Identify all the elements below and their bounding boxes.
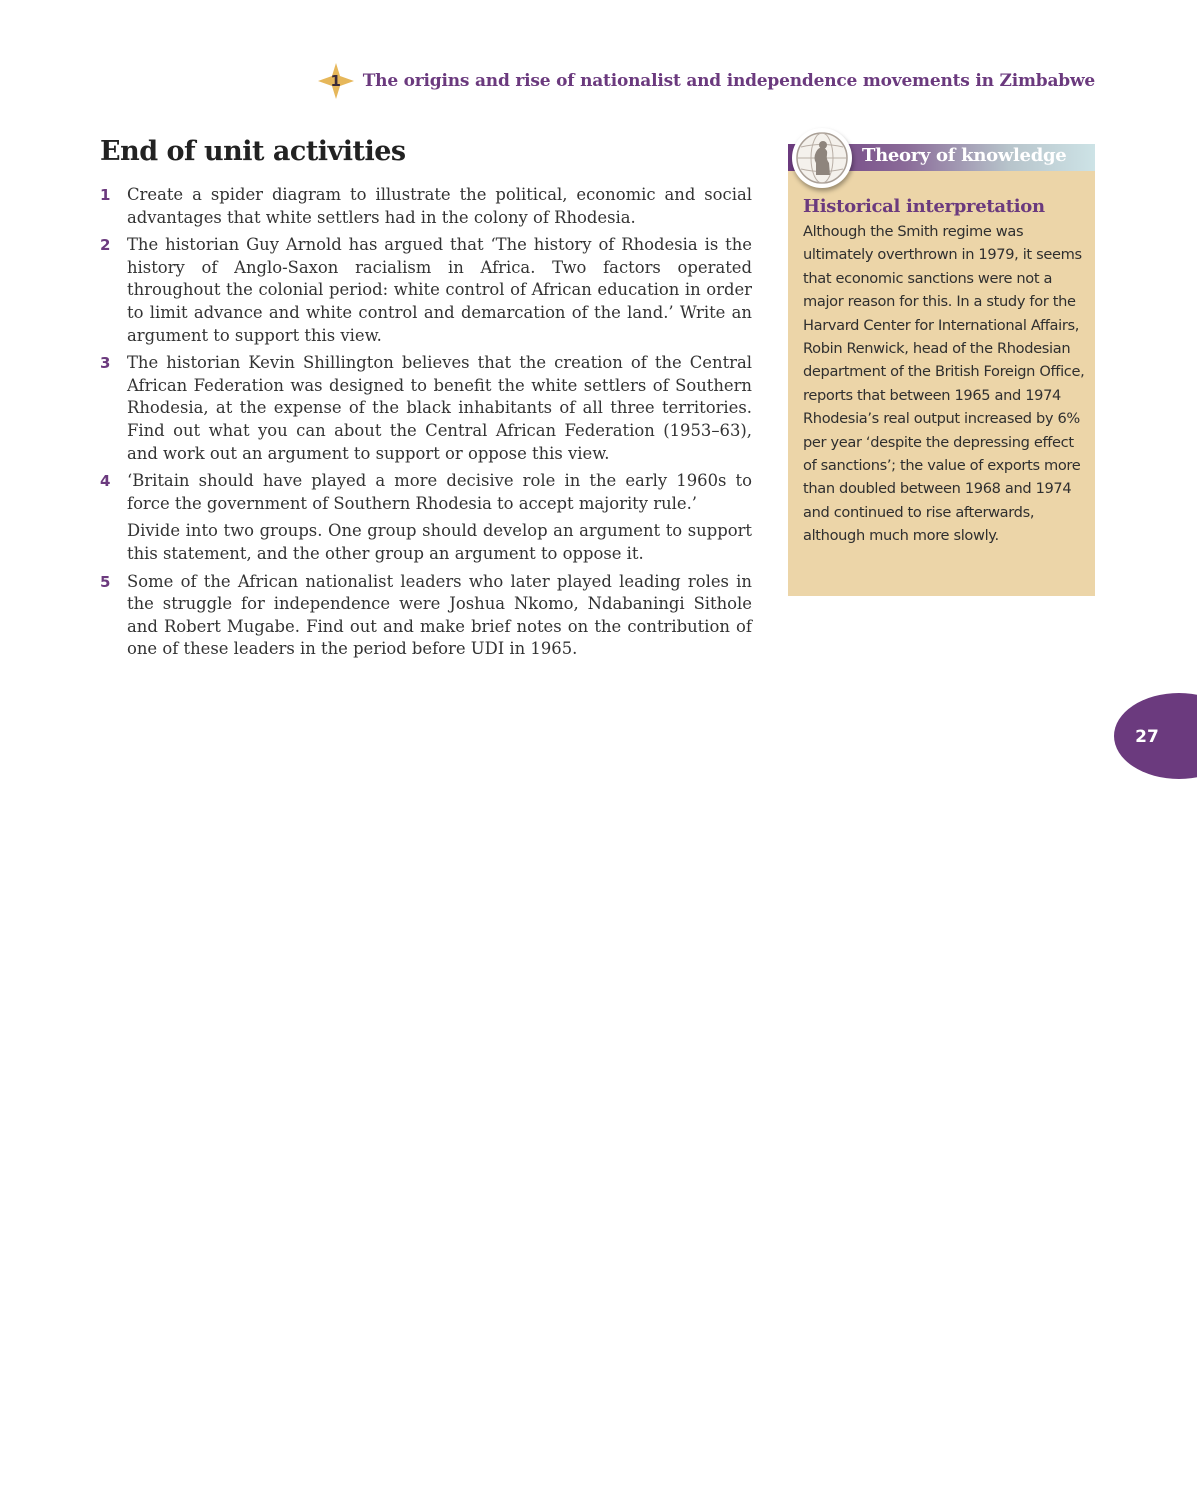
activity-item bbox=[100, 234, 752, 347]
activities-list bbox=[100, 184, 752, 666]
activity-number: 2 bbox=[100, 236, 111, 255]
tok-title: Theory of knowledge bbox=[862, 145, 1067, 166]
activity-item bbox=[100, 352, 752, 465]
chapter-title: The origins and rise of nationalist and independence movements in Zimbabwe bbox=[362, 71, 1095, 91]
unit-heading: End of unit activities bbox=[100, 136, 406, 167]
activity-item bbox=[100, 470, 752, 565]
activity-number: 3 bbox=[100, 354, 111, 373]
activity-text: Create a spider diagram to illustrate the political, economic and social advantages that white settlers had in the colony of Rhodesia. bbox=[127, 185, 752, 227]
activity-text: Divide into two groups. One group should develop an argument to support this statement, and the other group an argument to oppose it. bbox=[127, 521, 752, 563]
running-header bbox=[317, 64, 1095, 98]
activity-number: 5 bbox=[100, 572, 111, 591]
tok-body-text: Although the Smith regime was ultimately overthrown in 1979, it seems that economic sanctions were not a major reason for this. In a study for the Harvard Center for International Affairs, Robin Renwick, head of the Rhodesian department of the British Foreign Office, reports that between 1965 and 1974 Rhodesia’s real output increased by 6% per year ‘despite the depressing effect of sanctions’; the value of exports more than doubled between 1968 and 1974 and continued to rise afterwards, although much more slowly. bbox=[803, 223, 1085, 545]
chapter-number: 1 bbox=[330, 72, 341, 90]
activity-item bbox=[100, 571, 752, 661]
activity-text: ‘Britain should have played a more decisive role in the early 1960s to force the government of Southern Rhodesia to accept majority rule.’ bbox=[127, 471, 752, 513]
activity-text: Some of the African nationalist leaders who later played leading roles in the struggle for independence were Joshua Nkomo, Ndabaningi Sithole and Robert Mugabe. Find out and make brief notes on the contribution of one of these leaders in the period before UDI in 1965. bbox=[127, 571, 752, 659]
activity-text: The historian Kevin Shillington believes that the creation of the Central African Federation was designed to benefit the white settlers of Southern Rhodesia, at the expense of the black inhabitants of all three territories. Find out what you can about the Central African Federation (1953–63), and work out an argument to support or oppose this view. bbox=[127, 353, 752, 463]
page-number: 27 bbox=[1135, 727, 1159, 747]
activity-number: 1 bbox=[100, 186, 111, 204]
theory-of-knowledge-box bbox=[788, 144, 1095, 596]
chapter-star-badge bbox=[317, 62, 355, 100]
activity-number: 4 bbox=[100, 472, 111, 491]
tok-subtitle: Historical interpretation bbox=[803, 196, 1045, 217]
activity-text: The historian Guy Arnold has argued that ‘The history of Rhodesia is the history of Anglo-Saxon racialism in Africa. Two factors operated throughout the colonial period: white control of African education in order to limit advance and white control and demarcation of the land.’ Write an argument to support this view. bbox=[127, 235, 752, 345]
activity-item bbox=[100, 184, 752, 229]
thinker-globe-icon bbox=[792, 128, 852, 188]
